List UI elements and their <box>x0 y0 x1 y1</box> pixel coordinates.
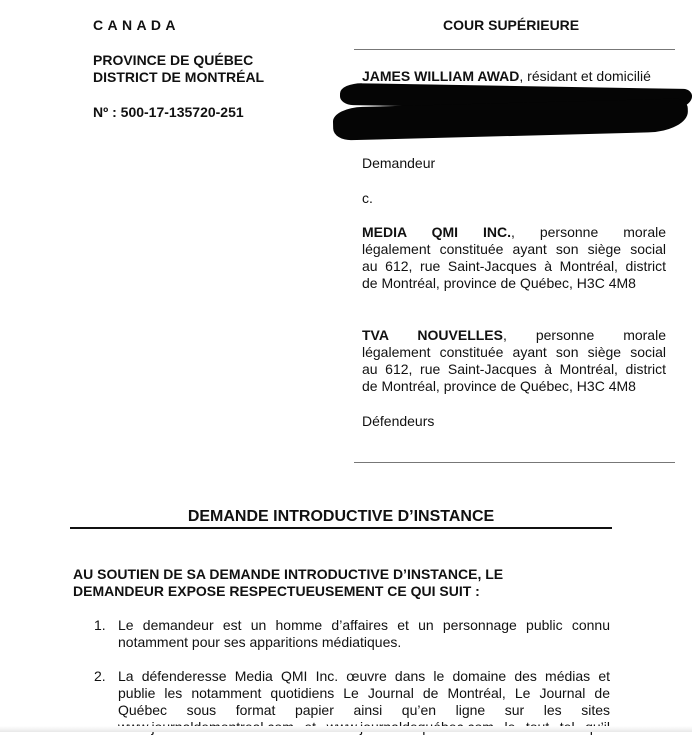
province-label: PROVINCE DE QUÉBEC <box>93 52 254 68</box>
defendant2-line: de Montréal, province de Québec, H3C 4M8 <box>362 378 636 394</box>
paragraph-number: 2. <box>94 668 106 684</box>
paragraph-line: La défenderesse Media QMI Inc. œuvre dans le domaine des médias et <box>118 668 610 684</box>
paragraph-number: 1. <box>94 617 106 633</box>
defendant1-desc: , personne morale <box>510 224 666 240</box>
page-bottom-edge <box>0 726 692 732</box>
intro-line: AU SOUTIEN DE SA DEMANDE INTRODUCTIVE D’INSTANCE, LE <box>73 566 504 582</box>
document-title: DEMANDE INTRODUCTIVE D’INSTANCE <box>187 508 495 525</box>
defendant1-first-line <box>362 224 666 241</box>
plaintiff-suffix: , résidant et domicilié <box>519 68 651 84</box>
court-divider <box>354 49 675 50</box>
parties-divider <box>354 462 675 463</box>
defendant1-line: de Montréal, province de Québec, H3C 4M8 <box>362 275 636 291</box>
versus-label: c. <box>362 190 373 206</box>
paragraph-1 <box>118 617 610 651</box>
file-number: Nº : 500-17-135720-251 <box>93 104 244 120</box>
title-underline <box>70 527 612 529</box>
plaintiff-line <box>362 68 651 85</box>
defendant1-line: au 612, rue Saint-Jacques à Montréal, district <box>362 258 666 274</box>
defendant2-name: TVA NOUVELLES <box>362 327 503 343</box>
paragraph-line: notamment pour ses apparitions médiatiques. <box>118 634 402 650</box>
defendant2-desc: , personne morale <box>502 327 666 343</box>
defendant1-block <box>362 224 666 292</box>
defendant1-name: MEDIA QMI INC. <box>362 224 511 240</box>
defendant2-line: au 612, rue Saint-Jacques à Montréal, district <box>362 361 666 377</box>
defendant1-line: légalement constituée ayant son siège social <box>362 241 666 257</box>
court-heading: COUR SUPÉRIEURE <box>443 17 580 33</box>
plaintiff-role: Demandeur <box>362 155 436 171</box>
defendant2-line: légalement constituée ayant son siège social <box>362 344 666 360</box>
paragraph-line: publie les notamment quotidiens Le Journal de Montréal, Le Journal de <box>118 685 610 701</box>
defendant2-block <box>362 327 666 395</box>
defendants-role: Défendeurs <box>362 413 435 429</box>
district-label: DISTRICT DE MONTRÉAL <box>93 69 265 85</box>
paragraph-line: Le demandeur est un homme d’affaires et un personnage public connu <box>118 617 610 633</box>
country-heading: C A N A D A <box>93 17 177 33</box>
defendant2-first-line <box>362 327 666 344</box>
intro-line: DEMANDEUR EXPOSE RESPECTUEUSEMENT CE QUI SUIT : <box>73 583 480 599</box>
paragraph-line: Québec sous format papier ainsi qu’en ligne sur les sites <box>118 702 610 718</box>
plaintiff-name: JAMES WILLIAM AWAD <box>362 68 520 84</box>
